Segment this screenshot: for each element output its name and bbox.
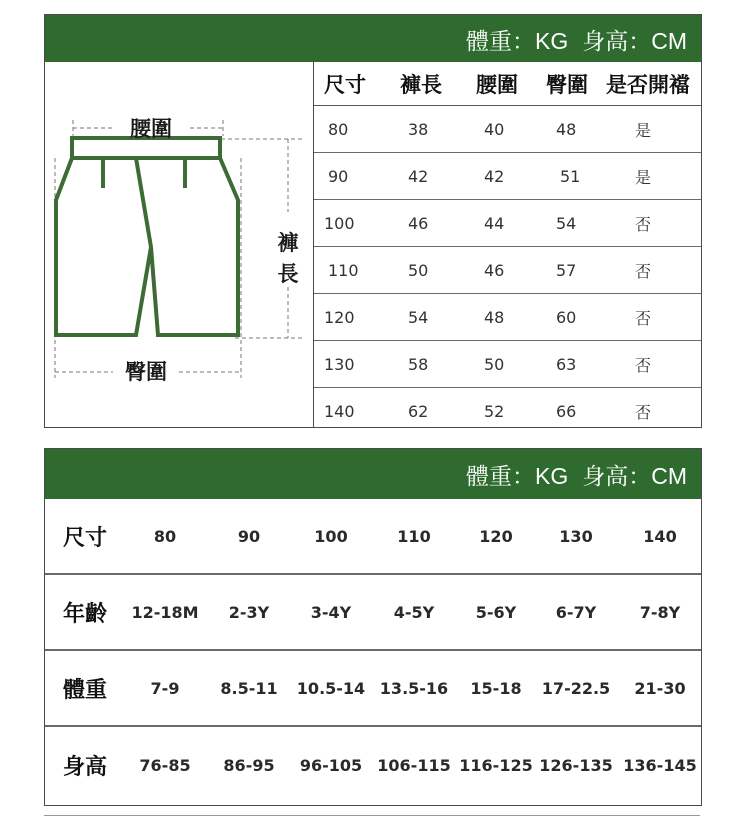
cell: 96-105 xyxy=(299,755,363,775)
col-header-hip: 臀圍 xyxy=(546,73,588,97)
table-row-size xyxy=(45,499,701,575)
footer-divider xyxy=(44,815,700,816)
cell: 7-9 xyxy=(150,678,180,698)
cell-open-crotch: 否 xyxy=(635,355,652,375)
cell-waist: 46 xyxy=(484,260,505,280)
size-chart-age xyxy=(44,448,702,806)
cell-length: 54 xyxy=(408,307,429,327)
cell-open-crotch: 否 xyxy=(635,308,652,328)
cell: 110 xyxy=(397,526,431,546)
cell: 120 xyxy=(479,526,513,546)
cell: 136-145 xyxy=(623,755,697,775)
cell-open-crotch: 是 xyxy=(635,120,652,140)
cell-length: 62 xyxy=(408,402,429,421)
cell-size: 120 xyxy=(324,307,355,327)
cell: 5-6Y xyxy=(475,602,517,622)
col-header-length: 褲長 xyxy=(400,73,442,97)
col-header-waist: 腰圍 xyxy=(476,73,518,97)
cell-size: 80 xyxy=(328,119,349,139)
col-header-open-crotch: 是否開襠 xyxy=(606,73,690,97)
cell: 15-18 xyxy=(470,678,522,698)
cell-size: 90 xyxy=(328,166,349,186)
cell-hip: 48 xyxy=(556,119,577,139)
cell: 116-125 xyxy=(459,755,533,775)
waist-label: 腰圍 xyxy=(130,118,172,141)
cell: 8.5-11 xyxy=(220,678,278,698)
cell-hip: 63 xyxy=(556,354,577,374)
row-label: 年齡 xyxy=(63,600,108,626)
cell: 90 xyxy=(237,526,261,546)
cell-waist: 50 xyxy=(484,354,505,374)
hip-label: 臀圍 xyxy=(125,361,167,384)
row-label: 身高 xyxy=(63,753,108,779)
cell-length: 58 xyxy=(408,354,429,374)
row-label: 體重 xyxy=(63,676,108,702)
cell-open-crotch: 是 xyxy=(635,167,652,187)
weight-unit-label: 體重：KG xyxy=(465,28,569,54)
col-header-size: 尺寸 xyxy=(324,73,366,97)
cell: 2-3Y xyxy=(228,602,270,622)
cell: 6-7Y xyxy=(555,602,597,622)
cell-open-crotch: 否 xyxy=(635,214,652,234)
cell: 76-85 xyxy=(139,755,191,775)
cell-size: 100 xyxy=(324,213,355,233)
table-row xyxy=(314,106,701,153)
cell-length: 50 xyxy=(408,260,429,280)
cell-waist: 40 xyxy=(484,119,505,139)
cell-hip: 51 xyxy=(560,166,581,186)
table-row-weight xyxy=(45,651,701,727)
cell-hip: 57 xyxy=(556,260,577,280)
cell: 17-22.5 xyxy=(541,678,611,698)
shorts-diagram xyxy=(45,62,313,427)
cell: 12-18M xyxy=(131,602,199,622)
weight-unit-label: 體重：KG xyxy=(465,463,569,489)
shorts-outline-icon xyxy=(45,62,313,427)
cell: 7-8Y xyxy=(639,602,681,622)
header-band xyxy=(45,15,701,62)
cell: 106-115 xyxy=(377,755,451,775)
cell: 21-30 xyxy=(634,678,686,698)
cell: 140 xyxy=(643,526,677,546)
cell-length: 42 xyxy=(408,166,429,186)
table-row xyxy=(314,294,701,341)
cell: 100 xyxy=(314,526,348,546)
cell: 86-95 xyxy=(223,755,275,775)
table-row xyxy=(314,247,701,294)
cell: 13.5-16 xyxy=(379,678,449,698)
table-header-row xyxy=(314,62,701,106)
cell-length: 46 xyxy=(408,213,429,233)
cell-size: 130 xyxy=(324,354,355,374)
table-row-age xyxy=(45,575,701,651)
cell: 3-4Y xyxy=(310,602,352,622)
cell: 126-135 xyxy=(539,755,613,775)
cell-waist: 42 xyxy=(484,166,505,186)
table-row xyxy=(314,388,701,435)
cell-waist: 52 xyxy=(484,402,505,421)
table-row xyxy=(314,200,701,247)
cell-hip: 66 xyxy=(556,402,577,421)
cell-length: 38 xyxy=(408,119,429,139)
cell-waist: 44 xyxy=(484,213,505,233)
cell: 80 xyxy=(153,526,177,546)
cell: 4-5Y xyxy=(393,602,435,622)
row-label: 尺寸 xyxy=(63,524,108,550)
cell-open-crotch: 否 xyxy=(635,403,652,422)
length-label-bottom: 長 xyxy=(277,263,299,286)
cell-hip: 60 xyxy=(556,307,577,327)
table-row xyxy=(314,153,701,200)
length-label-top: 褲 xyxy=(277,232,299,255)
height-unit-label: 身高：CM xyxy=(582,28,687,54)
cell-waist: 48 xyxy=(484,307,505,327)
header-band xyxy=(45,449,701,499)
measurement-table xyxy=(314,62,701,427)
cell-hip: 54 xyxy=(556,213,577,233)
cell-size: 110 xyxy=(328,260,359,280)
cell-size: 140 xyxy=(324,402,355,421)
cell: 130 xyxy=(559,526,593,546)
table-row-height xyxy=(45,727,701,803)
table-row xyxy=(314,341,701,388)
cell-open-crotch: 否 xyxy=(635,261,652,281)
cell: 10.5-14 xyxy=(296,678,366,698)
height-unit-label: 身高：CM xyxy=(582,463,687,489)
size-chart-pants xyxy=(44,14,702,428)
